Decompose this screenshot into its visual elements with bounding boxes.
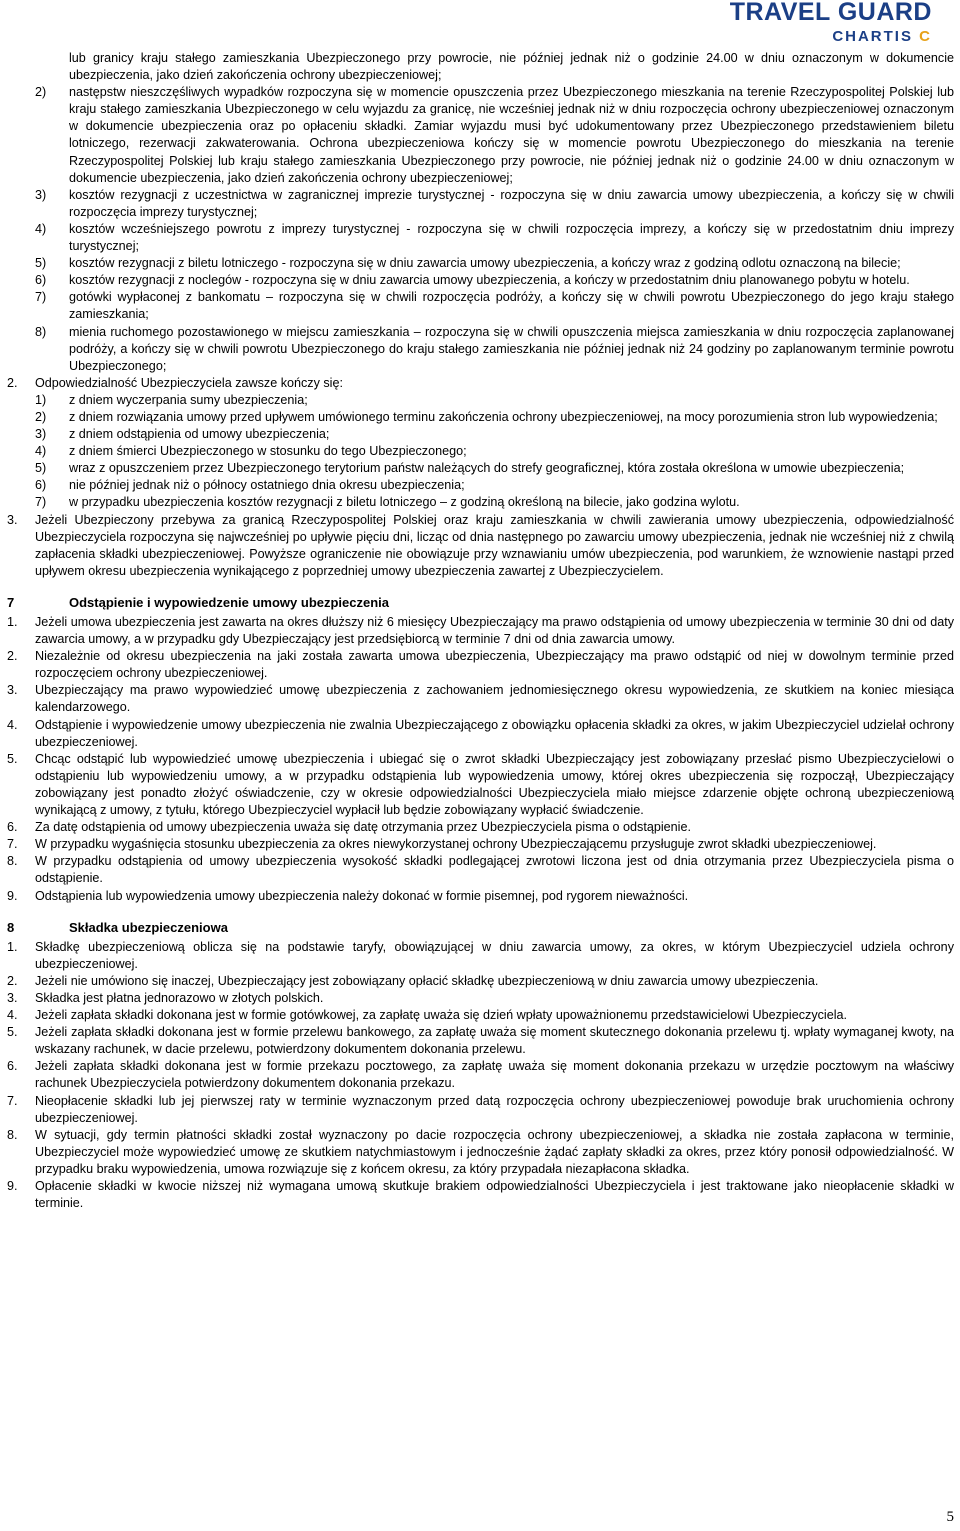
item-number: 4)	[35, 444, 47, 459]
numbered-paragraph	[7, 1024, 954, 1058]
list-item	[7, 494, 954, 511]
numbered-paragraph	[7, 1127, 954, 1178]
numbered-paragraph	[7, 751, 954, 819]
paragraph-number: 9.	[7, 1179, 18, 1193]
item-text: mienia ruchomego pozostawionego w miejscu zamieszkania – rozpoczyna się w chwili opuszczenia miejsca zamieszkania w dniu rozpoczęcia zaplanowanej podróży, a kończy się w chwili powrotu Ubezpieczonego do kraju stałego zamieszkania nie później jednak niż 24 godziny po zaplanowanym terminie powrotu Ubezpieczonego;	[69, 324, 954, 373]
paragraph-text: Odpowiedzialność Ubezpieczyciela zawsze kończy się:	[35, 375, 343, 390]
paragraph-number: 6.	[7, 1059, 18, 1074]
section-title: Składka ubezpieczeniowa	[69, 919, 228, 935]
document-body	[7, 50, 954, 1212]
paragraph-number: 2.	[7, 375, 18, 390]
section-number: 7	[7, 594, 15, 610]
paragraph-number: 1.	[7, 939, 18, 954]
numbered-paragraph	[7, 853, 954, 887]
paragraph-text: Jeżeli zapłata składki dokonana jest w formie gotówkowej, za zapłatę uważa się dzień wpłaty upoważnionemu przedstawicielowi Ubezpieczyciela.	[35, 1008, 848, 1023]
paragraph-text: Składkę ubezpieczeniową oblicza się na podstawie taryfy, obowiązującej w dniu zawarcia umowy, za okres, w którym Ubezpieczyciel udziela ochrony ubezpieczeniowej.	[35, 939, 954, 971]
paragraph-number: 9.	[7, 888, 18, 903]
paragraph-number: 4.	[7, 1008, 18, 1023]
page-number: 5	[946, 1509, 954, 1525]
paragraph-text: Opłacenie składki w kwocie niższej niż wymagana umową skutkuje brakiem odpowiedzialności Ubezpieczyciela i jest traktowane jako nieopłacenie składki w terminie.	[35, 1179, 954, 1211]
numbered-paragraph	[7, 614, 954, 648]
numbered-paragraph	[7, 1093, 954, 1127]
paragraph-text: Odstąpienia lub wypowiedzenia umowy ubezpieczenia należy dokonać w formie pisemnej, pod rygorem nieważności.	[35, 888, 689, 903]
item-text: kosztów wcześniejszego powrotu z imprezy turystycznej - rozpoczyna się w chwili rozpoczęcia imprezy, a kończy się w przedostatnim dniu imprezy turystycznej;	[69, 221, 954, 254]
paragraph-text: Chcąc odstąpić lub wypowiedzieć umowę ubezpieczenia i ubiegać się o zwrot składki Ubezpieczający jest zobowiązany przesłać pismo Ubezpieczycielowi o odstąpieniu lub wypowiedzeniu umowy, a w przypadku odstąpienia lub wypowiedzenia umowy, której okres ubezpieczenia się rozpoczął, Ubezpieczający zobowiązany jest ponadto złożyć oświadczenie, czy w okresie odpowiedzialności Ubezpieczyciela miało miejsce zdarzenie objęte ochroną ubezpieczeniową wynikającą z umowy, z tytułu, którego Ubezpieczyciel wypłacił lub będzie zobowiązany wypłacić świadczenie.	[35, 751, 954, 818]
numbered-paragraph	[7, 1007, 954, 1024]
item-number: 6)	[35, 478, 47, 493]
item-text: z dniem odstąpienia od umowy ubezpieczenia;	[69, 427, 330, 442]
item-number: 3)	[35, 187, 47, 202]
paragraph-number: 3.	[7, 990, 18, 1005]
paragraph-text: Jeżeli zapłata składki dokonana jest w formie przelewu bankowego, za zapłatę uważa się moment skutecznego dokonania przelewu tj. wpłaty wymaganej kwoty, na wskazany rachunek, w dacie przelewu, potwierdzony dokumentem dokonania przelewu.	[35, 1025, 954, 1057]
section-heading-7	[7, 594, 954, 611]
item-text: następstw nieszczęśliwych wypadków rozpoczyna się w momencie opuszczenia przez Ubezpieczonego mieszkania na terenie Rzeczypospolitej Polskiej lub kraju stałego zamieszkania Ubezpieczonego w celu wyjazdu za granicę, nie wcześniej jednak niż w dniu rozpoczęcia ochrony ubezpieczeniowej oznaczonym w dokumencie ubezpieczenia oraz po opłaceniu składki. Zamiar wyjazdu musi być udokumentowany przez Ubezpieczonego przedstawieniem biletu lotniczego, rezerwacji zakwaterowania. Ochrona ubezpieczeniowa kończy się w momencie powrotu Ubezpieczonego do mieszkania na terenie Rzeczypospolitej Polskiej lub kraju stałego zamieszkania Ubezpieczonego przy powrocie, nie później jednak niż o godzinie 24.00 w dniu oznaczonym w dokumencie ubezpieczenia, jako dzień zakończenia ochrony ubezpieczeniowej;	[69, 85, 954, 185]
paragraph-text: W przypadku odstąpienia od umowy ubezpieczenia wysokość składki podlegającej zwrotowi liczona jest od dnia otrzymania przez Ubezpieczyciela pisma o odstąpienie.	[35, 854, 954, 886]
paragraph-text: Niezależnie od okresu ubezpieczenia na jaki została zawarta umowa ubezpieczenia, Ubezpieczający ma prawo odstąpić od niej w dowolnym terminie przed rozpoczęciem ochrony ubezpieczeniowej.	[35, 649, 954, 681]
paragraph-number: 5.	[7, 751, 18, 766]
brand-subname-text: CHARTIS	[832, 28, 913, 45]
item-number: 6)	[35, 273, 47, 288]
paragraph-text: Jeżeli zapłata składki dokonana jest w formie przekazu pocztowego, za zapłatę uważa się moment dokonania przekazu w urzędzie pocztowym na właściwy rachunek Ubezpieczyciela potwierdzony dokumentem dokonania przekazu.	[35, 1059, 954, 1091]
item-number: 5)	[35, 461, 47, 476]
brand-name: TRAVEL GUARD	[729, 0, 932, 26]
numbered-paragraph	[7, 682, 954, 716]
item-number: 3)	[35, 427, 47, 442]
numbered-paragraph	[7, 836, 954, 853]
paragraph-number: 3.	[7, 512, 18, 527]
paragraph-text: W przypadku wygaśnięcia stosunku ubezpieczenia za okres niewykorzystanej ochrony Ubezpieczającemu przysługuje zwrot składki ubezpieczeniowej.	[35, 837, 877, 852]
numbered-paragraph	[7, 819, 954, 836]
list-item	[7, 409, 954, 426]
item-number: 5)	[35, 256, 47, 271]
paragraph-text: Ubezpieczający ma prawo wypowiedzieć umowę ubezpieczenia z zachowaniem jednomiesięcznego okresu wypowiedzenia, ze skutkiem na koniec miesiąca kalendarzowego.	[35, 683, 954, 715]
list-item	[7, 443, 954, 460]
item-number: 1)	[35, 392, 47, 407]
list-item	[7, 221, 954, 255]
item-text: w przypadku ubezpieczenia kosztów rezygnacji z biletu lotniczego – z godziną określoną na bilecie, jako godzina wylotu.	[69, 495, 740, 510]
item-number: 2)	[35, 85, 47, 100]
numbered-paragraph	[7, 990, 954, 1007]
list-item	[7, 477, 954, 494]
item-text: wraz z opuszczeniem przez Ubezpieczonego terytorium państw należących do strefy geograficznej, która została określona w umowie ubezpieczenia;	[69, 461, 905, 476]
numbered-paragraph	[7, 939, 954, 973]
item-number: 7)	[35, 495, 47, 510]
paragraph-number: 8.	[7, 854, 18, 869]
list-item	[7, 272, 954, 289]
list-item	[7, 289, 954, 323]
item-number: 8)	[35, 324, 47, 339]
list-item	[7, 460, 954, 477]
numbered-paragraph	[7, 1178, 954, 1212]
item-text: z dniem rozwiązania umowy przed upływem umówionego terminu zakończenia ochrony ubezpieczeniowej, na mocy porozumienia stron lub wypowiedzenia;	[69, 409, 938, 424]
numbered-paragraph	[7, 717, 954, 751]
numbered-paragraph	[7, 512, 954, 580]
numbered-paragraph	[7, 375, 954, 392]
travel-guard-logo	[730, 0, 932, 48]
paragraph-number: 1.	[7, 615, 18, 629]
list-item	[7, 255, 954, 272]
item-text: z dniem wyczerpania sumy ubezpieczenia;	[69, 392, 308, 407]
numbered-paragraph	[7, 648, 954, 682]
chartis-mark-icon: C	[919, 28, 932, 45]
paragraph-text: Jeżeli umowa ubezpieczenia jest zawarta na okres dłuższy niż 6 miesięcy Ubezpieczający ma prawo odstąpienia od umowy ubezpieczenia w terminie 30 dni od daty zawarcia umowy, a w przypadku gdy Ubezpieczający jest przedsiębiorcą w terminie 7 dni od dnia zawarcia umowy.	[35, 615, 954, 647]
item-number: 4)	[35, 221, 47, 236]
list-item	[7, 392, 954, 409]
paragraph-text: Składka jest płatna jednorazowo w złotych polskich.	[35, 990, 324, 1005]
numbered-paragraph	[7, 1058, 954, 1092]
paragraph-text: W sytuacji, gdy termin płatności składki został wyznaczony po dacie rozpoczęcia ochrony ubezpieczeniowej, a składka nie została zapłacona w terminie, Ubezpieczyciel może wypowiedzieć umowę ze skutkiem natychmiastowym i jednocześnie żądać zapłaty składki za okres, przez który ponosił odpowiedzialność. W przypadku braku wypowiedzenia, umowa rozwiązuje się z końcem okresu, za który przypadała niezapłacona składka.	[35, 1127, 954, 1176]
item-text: nie później jednak niż o północy ostatniego dnia okresu ubezpieczenia;	[69, 478, 465, 493]
item-text: kosztów rezygnacji z biletu lotniczego - rozpoczyna się w dniu zawarcia umowy ubezpieczenia, a kończy wraz z godziną odlotu oznaczoną na bilecie;	[69, 256, 901, 271]
list-item	[7, 84, 954, 187]
paragraph-number: 4.	[7, 717, 18, 732]
paragraph-number: 2.	[7, 649, 18, 664]
item-text: gotówki wypłaconej z bankomatu – rozpoczyna się w chwili rozpoczęcia podróży, a kończy się w chwili powrotu Ubezpieczonego do jego kraju stałego zamieszkania;	[69, 290, 954, 322]
continued-paragraph: lub granicy kraju stałego zamieszkania Ubezpieczonego przy powrocie, nie później jednak niż o godzinie 24.00 w dniu oznaczonym w dokumencie ubezpieczenia, jako dzień zakończenia ochrony ubezpieczeniowej;	[69, 51, 954, 83]
paragraph-text: Jeżeli nie umówiono się inaczej, Ubezpieczający jest zobowiązany opłacić składkę ubezpieczeniową w dniu zawarcia umowy ubezpieczenia.	[35, 973, 819, 988]
paragraph-text: Jeżeli Ubezpieczony przebywa za granicą Rzeczypospolitej Polskiej oraz kraju zamieszkania w chwili zawierania umowy ubezpieczenia, odpowiedzialność Ubezpieczyciela rozpoczyna się najwcześniej po upływie pięciu dni, licząc od dnia następnego po zawarciu umowy ubezpieczenia, jednak nie wcześniej niż z chwilą zapłacenia składki ubezpieczeniowej. Powyższe ograniczenie nie obowiązuje przy wznawianiu umów ubezpieczenia, pod warunkiem, że wznowienie nastąpi przed upływem okresu ubezpieczenia wynikającego z poprzedniej umowy ubezpieczenia zawartej z Ubezpieczycielem.	[35, 512, 954, 578]
paragraph-number: 6.	[7, 820, 18, 835]
section-heading-8	[7, 919, 954, 936]
item-text: kosztów rezygnacji z uczestnictwa w zagranicznej imprezie turystycznej - rozpoczyna się w dniu zawarcia umowy ubezpieczenia, a kończy się w chwili rozpoczęcia imprezy turystycznej;	[69, 187, 954, 219]
numbered-paragraph	[7, 973, 954, 990]
section-number: 8	[7, 919, 15, 935]
brand-subname	[730, 26, 932, 48]
paragraph-text: Nieopłacenie składki lub jej pierwszej raty w terminie wyznaczonym przed datą rozpoczęcia ochrony ubezpieczeniowej powoduje brak uruchomienia ochrony ubezpieczeniowej.	[35, 1093, 954, 1125]
paragraph-text: Za datę odstąpienia od umowy ubezpieczenia uważa się datę otrzymania przez Ubezpieczyciela pisma o odstąpienie.	[35, 820, 691, 835]
paragraph-number: 5.	[7, 1025, 18, 1040]
paragraph-text: Odstąpienie i wypowiedzenie umowy ubezpieczenia nie zwalnia Ubezpieczającego z obowiązku opłacenia składki za okres, w jakim Ubezpieczyciel udzielał ochrony ubezpieczeniowej.	[35, 717, 954, 749]
paragraph-number: 7.	[7, 837, 18, 852]
list-item	[7, 324, 954, 375]
list-item	[7, 187, 954, 221]
paragraph-number: 2.	[7, 973, 18, 988]
item-number: 2)	[35, 409, 47, 424]
paragraph-number: 8.	[7, 1127, 18, 1142]
item-text: z dniem śmierci Ubezpieczonego w stosunku do tego Ubezpieczonego;	[69, 444, 467, 459]
paragraph-number: 7.	[7, 1093, 18, 1108]
item-number: 7)	[35, 290, 47, 305]
numbered-paragraph	[7, 888, 954, 905]
paragraph-number: 3.	[7, 683, 18, 698]
section-title: Odstąpienie i wypowiedzenie umowy ubezpieczenia	[69, 594, 390, 610]
list-item	[7, 426, 954, 443]
item-text: kosztów rezygnacji z noclegów - rozpoczyna się w dniu zawarcia umowy ubezpieczenia, a kończy w przedostatnim dniu planowanego pobytu w hotelu.	[69, 273, 910, 288]
